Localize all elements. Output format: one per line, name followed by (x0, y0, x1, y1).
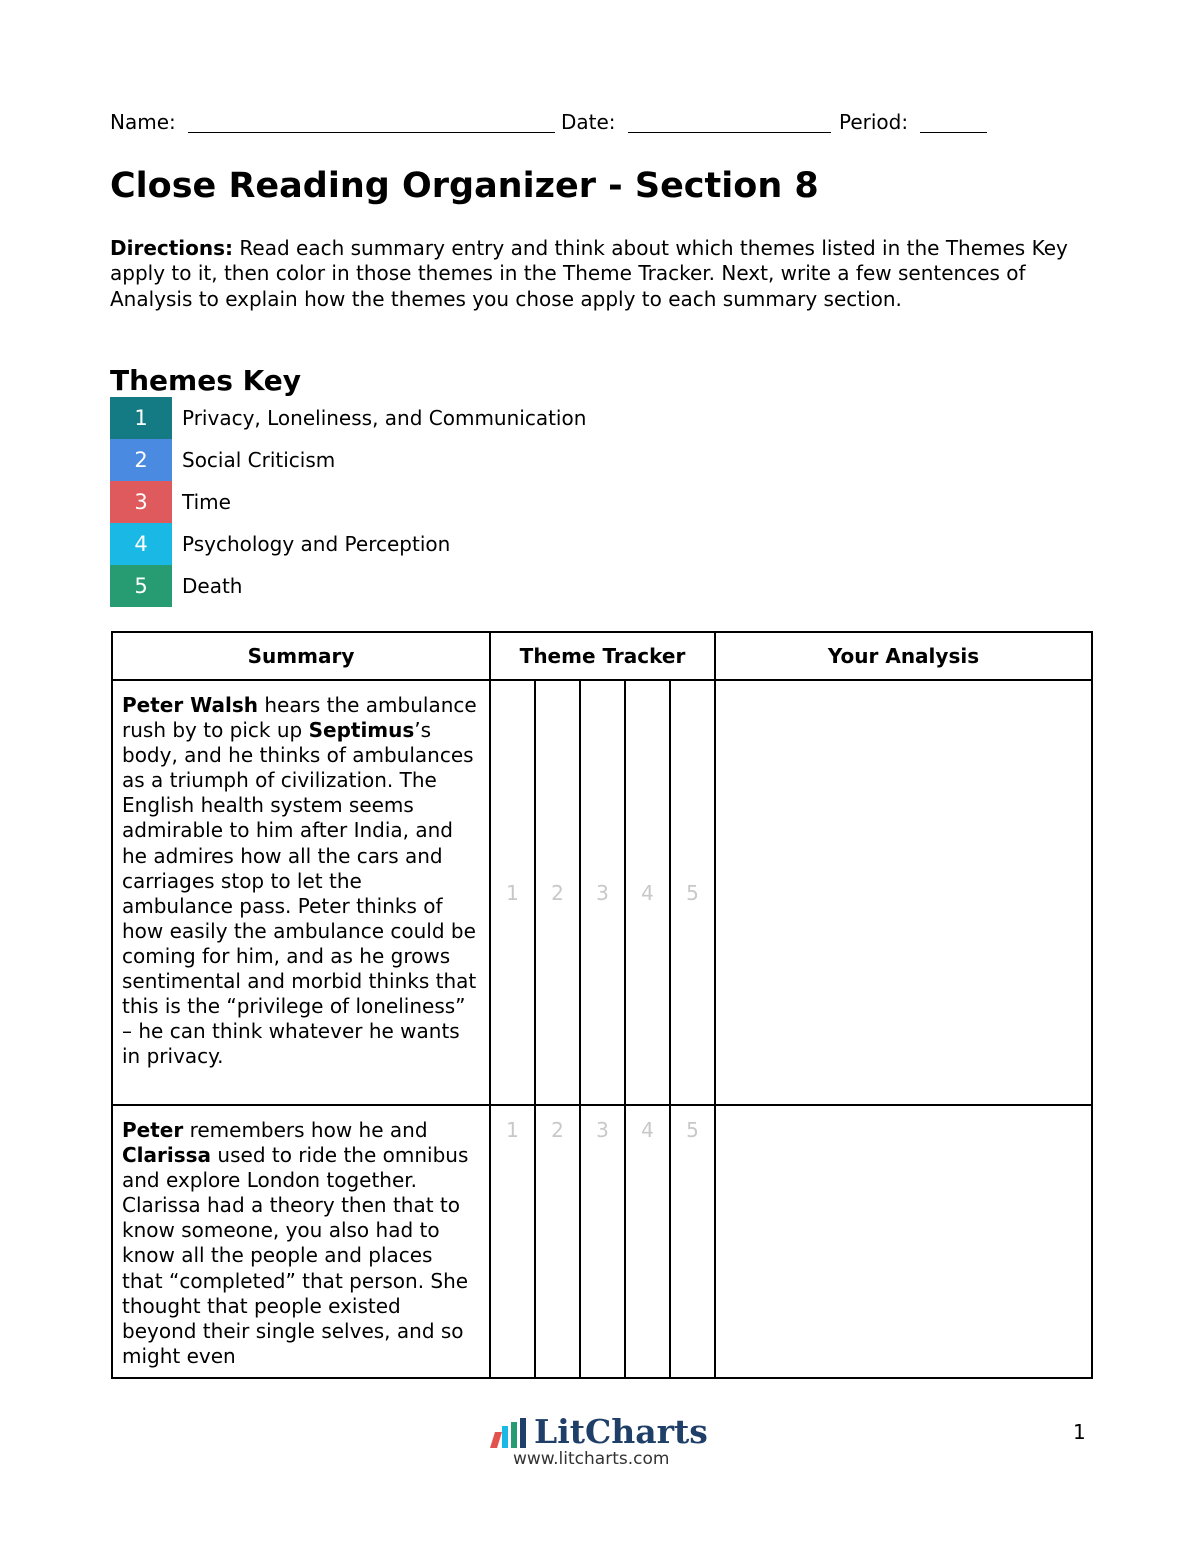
period-blank[interactable] (920, 132, 987, 133)
character-name: Peter (122, 1118, 184, 1142)
table-header-row (112, 632, 1092, 680)
litcharts-logo[interactable] (488, 1410, 718, 1475)
period-label: Period: (839, 110, 909, 134)
student-info-line (110, 110, 1010, 140)
theme-number-badge: 5 (110, 565, 172, 607)
theme-tracker-cell-2[interactable]: 2 (535, 680, 580, 1105)
analysis-column-header: Your Analysis (715, 632, 1092, 680)
theme-tracker-column-header: Theme Tracker (490, 632, 715, 680)
theme-tracker-cell-3[interactable]: 3 (580, 680, 625, 1105)
summary-text: used to ride the omnibus and explore London together. Clarissa had a theory then that to know someone, you also had to know all the people and places that “completed” that person. She thought that people existed beyond their single selves, and so might even (122, 1143, 469, 1368)
theme-label: Psychology and Perception (182, 532, 451, 556)
directions (110, 236, 1085, 312)
page-number: 1 (1073, 1420, 1086, 1444)
theme-key-item (110, 481, 710, 523)
logo-wordmark: LitCharts (534, 1412, 708, 1451)
summary-text: remembers how he and (183, 1118, 428, 1142)
theme-number-badge: 3 (110, 481, 172, 523)
website-url[interactable]: www.litcharts.com (513, 1449, 670, 1469)
theme-key-item (110, 397, 710, 439)
character-name: Septimus (308, 718, 415, 743)
theme-label: Death (182, 574, 243, 598)
analysis-cell[interactable] (715, 1105, 1092, 1378)
theme-key-item (110, 439, 710, 481)
page-title: Close Reading Organizer - Section 8 (110, 166, 819, 206)
theme-number-badge: 1 (110, 397, 172, 439)
date-label: Date: (561, 110, 616, 134)
table-row (112, 680, 1092, 1105)
theme-tracker-cell-1[interactable]: 1 (490, 1105, 535, 1378)
summary-text: ’s body, and he thinks of ambulances as a triumph of civilization. The English health system seems admirable to him after India, and he admires how all the cars and carriages stop to let the ambulance pass. Peter thinks of how easily the ambulance could be coming for him, and as he grows sentimental and morbid thinks that this is the “privilege of loneliness” – he can think whatever he wants in privacy. (122, 718, 477, 1069)
summary-column-header: Summary (112, 632, 490, 680)
summary-cell (112, 680, 490, 1105)
theme-tracker-cell-4[interactable]: 4 (625, 1105, 670, 1378)
theme-label: Time (182, 490, 231, 514)
theme-number-badge: 2 (110, 439, 172, 481)
theme-tracker-cell-3[interactable]: 3 (580, 1105, 625, 1378)
date-blank[interactable] (628, 132, 831, 133)
summary-text: hears the ambulance rush by to pick up (122, 693, 477, 743)
theme-key-item (110, 523, 710, 565)
name-label: Name: (110, 110, 176, 134)
theme-key-item (110, 565, 710, 607)
character-name: Peter Walsh (122, 693, 259, 717)
theme-number-badge: 4 (110, 523, 172, 565)
theme-tracker-cell-4[interactable]: 4 (625, 680, 670, 1105)
theme-tracker-cell-1[interactable]: 1 (490, 680, 535, 1105)
name-blank[interactable] (188, 132, 555, 133)
theme-tracker-cell-5[interactable]: 5 (670, 1105, 715, 1378)
theme-label: Privacy, Loneliness, and Communication (182, 406, 587, 430)
bar-chart-logo-icon (488, 1418, 530, 1448)
close-reading-table (111, 631, 1093, 1379)
directions-text: Read each summary entry and think about which themes listed in the Themes Key apply to it, then color in those themes in the Theme Tracker. Next, write a few sentences of Analysis to explain how the themes you chose apply to each summary section. (110, 236, 1068, 311)
character-name: Clarissa (122, 1143, 212, 1168)
summary-cell (112, 1105, 490, 1378)
table-row (112, 1105, 1092, 1378)
theme-label: Social Criticism (182, 448, 336, 472)
analysis-cell[interactable] (715, 680, 1092, 1105)
theme-tracker-cell-5[interactable]: 5 (670, 680, 715, 1105)
themes-key-heading: Themes Key (110, 364, 302, 397)
theme-tracker-cell-2[interactable]: 2 (535, 1105, 580, 1378)
directions-label: Directions: (110, 236, 234, 260)
